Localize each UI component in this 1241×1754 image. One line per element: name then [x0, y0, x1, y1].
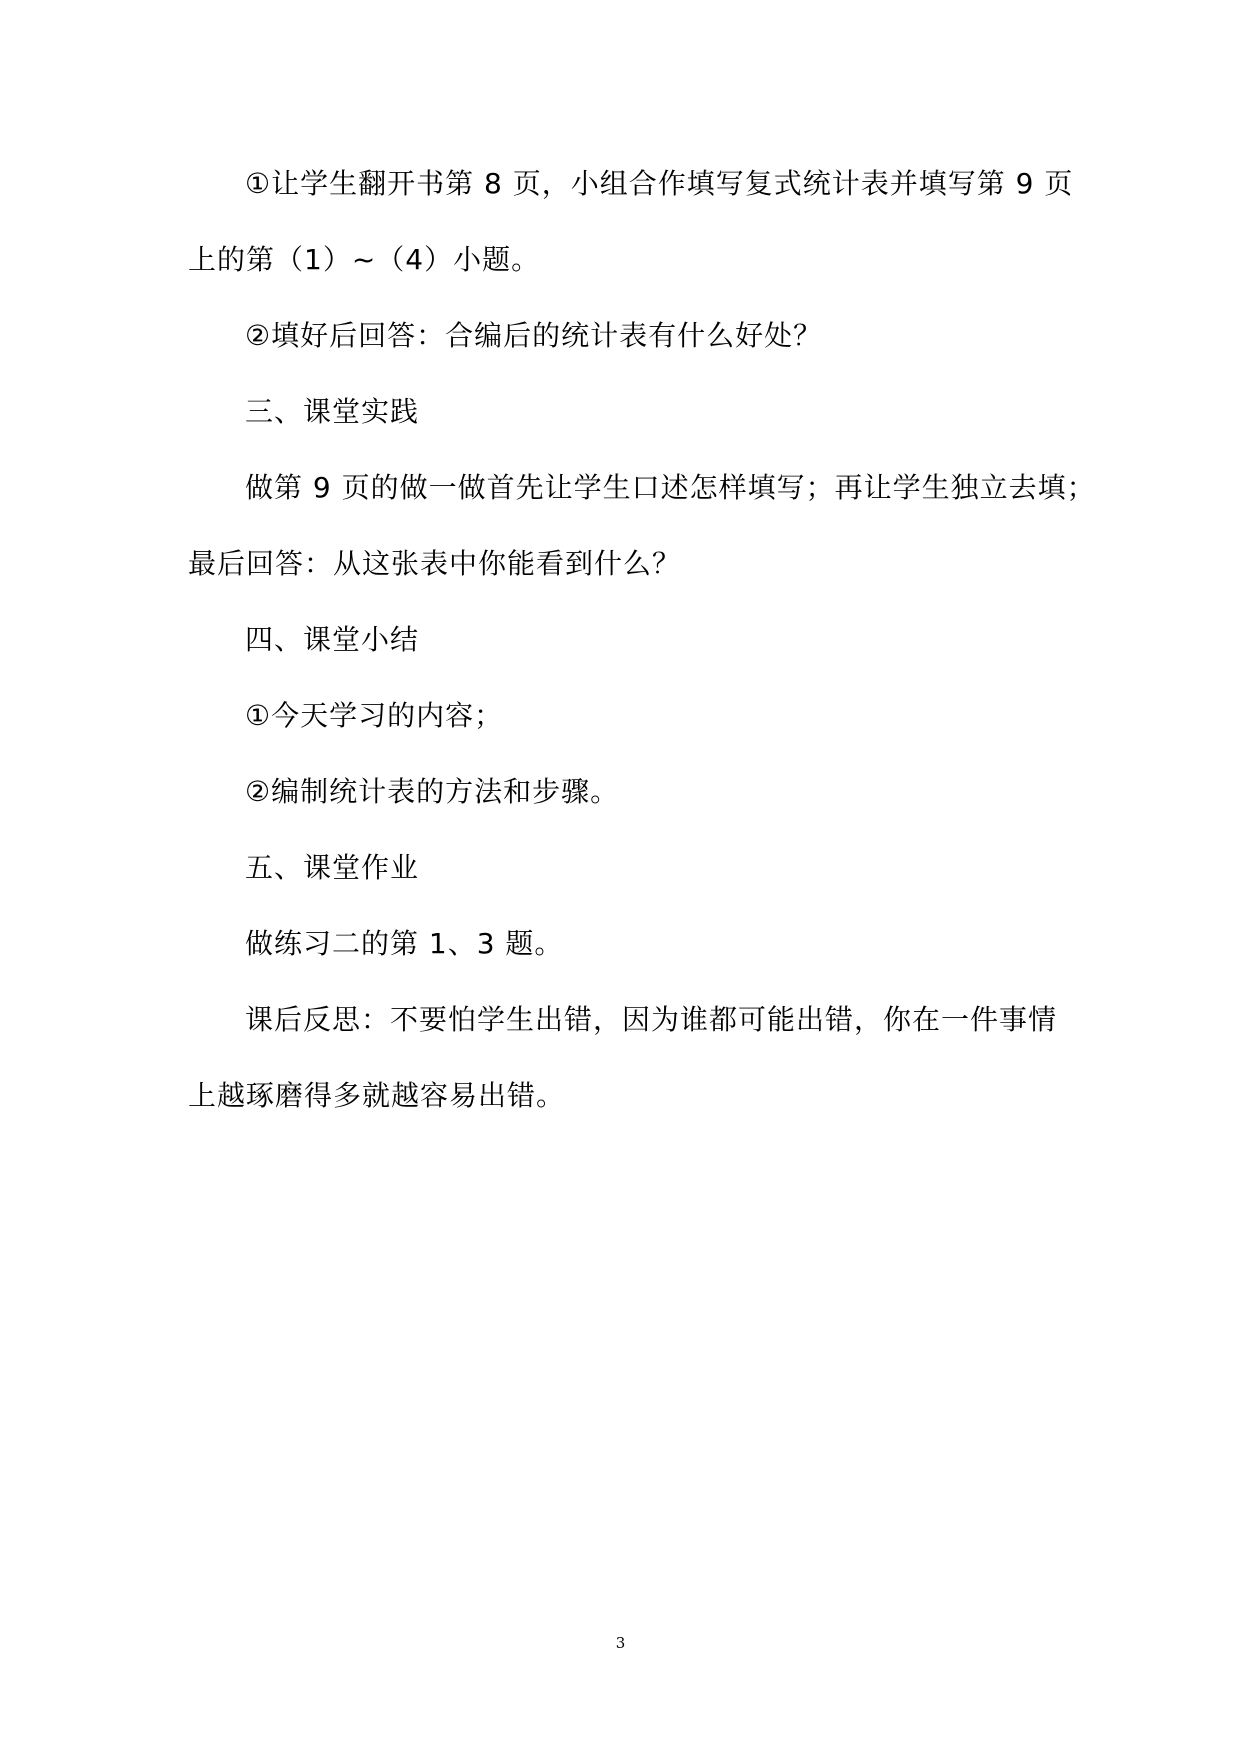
reflection-line-1: 课后反思：不要怕学生出错，因为谁都可能出错，你在一件事情 — [245, 1003, 1058, 1036]
paragraph-step-1-line-2: 上的第（1）~（4）小题。 — [188, 243, 541, 276]
homework-text: 做练习二的第 1、3 题。 — [245, 927, 564, 960]
document-body — [188, 146, 1096, 1134]
paragraph-step-1-line-1: ①让学生翻开书第 8 页，小组合作填写复式统计表并填写第 9 页 — [245, 167, 1074, 200]
summary-item-2: ②编制统计表的方法和步骤。 — [245, 775, 620, 808]
paragraph-step-2: ②填好后回答：合编后的统计表有什么好处？ — [245, 319, 823, 352]
summary-item-1: ①今天学习的内容； — [245, 699, 504, 732]
section-heading-practice: 三、课堂实践 — [245, 395, 420, 428]
paragraph-practice-line-1: 做第 9 页的做一做首先让学生口述怎样填写；再让学生独立去填； — [245, 471, 1096, 504]
section-heading-summary: 四、课堂小结 — [245, 623, 420, 656]
section-heading-homework: 五、课堂作业 — [245, 851, 420, 884]
paragraph-practice-line-2: 最后回答：从这张表中你能看到什么？ — [188, 547, 682, 580]
reflection-line-2: 上越琢磨得多就越容易出错。 — [188, 1079, 566, 1112]
page-number: 3 — [615, 1634, 626, 1652]
